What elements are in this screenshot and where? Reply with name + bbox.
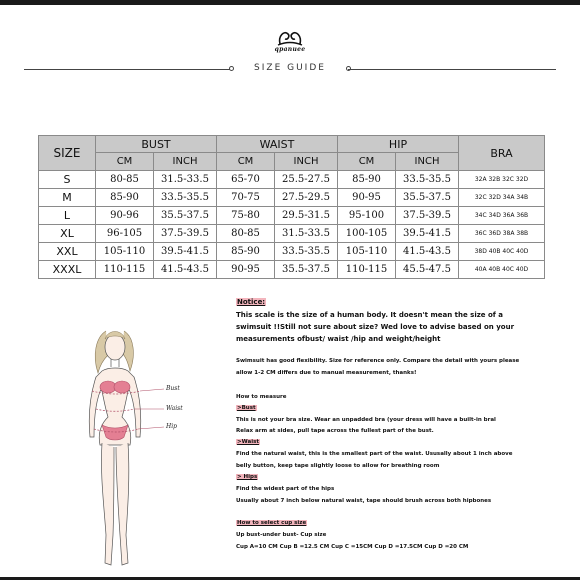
unit-header-bust-cm: CM <box>96 153 154 171</box>
unit-header-waist-inch: INCH <box>275 153 338 171</box>
header-rule-left <box>24 69 230 70</box>
waist-inch-cell: 27.5-29.5 <box>275 189 338 207</box>
table-row <box>39 261 545 279</box>
notice-heading: Notice: <box>237 298 266 306</box>
size-cell: XXXL <box>39 261 96 279</box>
bust-instruction: Relax arm at sides, pull tape across the fullest part of the bust. <box>236 428 434 434</box>
waist-inch-cell: 33.5-35.5 <box>275 243 338 261</box>
bust-cm-cell: 105-110 <box>96 243 154 261</box>
flexibility-note: allow 1-2 CM differs due to manual measurement, thanks! <box>236 370 417 376</box>
body-measurement-illustration <box>78 325 198 575</box>
bust-inch-cell: 35.5-37.5 <box>154 207 217 225</box>
size-cell: S <box>39 171 96 189</box>
bust-cm-cell: 110-115 <box>96 261 154 279</box>
size-cell: XL <box>39 225 96 243</box>
bust-label: Bust <box>166 385 180 392</box>
woman-figure-icon <box>78 325 198 575</box>
bust-cm-cell: 96-105 <box>96 225 154 243</box>
logo-text: qpanuee <box>274 46 306 53</box>
table-row <box>39 189 545 207</box>
swan-logo-icon <box>274 26 306 48</box>
size-cell: M <box>39 189 96 207</box>
hip-group-header: HIP <box>338 136 459 153</box>
bust-cm-cell: 90-96 <box>96 207 154 225</box>
hip-inch-cell: 41.5-43.5 <box>396 243 459 261</box>
size-table <box>38 135 545 279</box>
hip-inch-cell: 39.5-41.5 <box>396 225 459 243</box>
bust-inch-cell: 31.5-33.5 <box>154 171 217 189</box>
cup-size-values: Cup A=10 CM Cup B =12.5 CM Cup C =15CM Cup D =17.5CM Cup D =20 CM <box>236 544 469 550</box>
bust-cm-cell: 85-90 <box>96 189 154 207</box>
hip-cm-cell: 90-95 <box>338 189 396 207</box>
hip-cm-cell: 85-90 <box>338 171 396 189</box>
bust-cm-cell: 80-85 <box>96 171 154 189</box>
bra-cell: 32C 32D 34A 34B <box>459 189 545 207</box>
waist-inch-cell: 35.5-37.5 <box>275 261 338 279</box>
bust-group-header: BUST <box>96 136 217 153</box>
cup-size-heading: How to select cup size <box>237 520 307 526</box>
flexibility-note: Swimsuit has good flexibility. Size for reference only. Compare the detail with yours please <box>236 358 520 364</box>
waist-inch-cell: 25.5-27.5 <box>275 171 338 189</box>
bust-inch-cell: 39.5-41.5 <box>154 243 217 261</box>
hips-instruction: Find the widest part of the hips <box>236 486 335 492</box>
table-row <box>39 207 545 225</box>
cup-size-formula: Up bust-under bust- Cup size <box>236 532 327 538</box>
notice-line: This scale is the size of a human body. It doesn't mean the size of a <box>236 311 504 319</box>
bra-cell: 32A 32B 32C 32D <box>459 171 545 189</box>
hips-instruction: Usually about 7 inch below natural waist, tape should brush across both hipbones <box>236 498 492 504</box>
hips-heading: > Hips <box>237 474 258 480</box>
bra-cell: 38D 40B 40C 40D <box>459 243 545 261</box>
header-rule-dot-left <box>229 66 234 71</box>
waist-cm-cell: 85-90 <box>217 243 275 261</box>
bra-cell: 34C 34D 36A 36B <box>459 207 545 225</box>
page-title: SIZE GUIDE <box>254 63 326 73</box>
header-rule-right <box>348 69 556 70</box>
bust-inch-cell: 33.5-35.5 <box>154 189 217 207</box>
notice-line: measurements ofbust/ waist /hip and weight/height <box>236 335 441 343</box>
unit-header-waist-cm: CM <box>217 153 275 171</box>
hip-inch-cell: 35.5-37.5 <box>396 189 459 207</box>
size-cell: L <box>39 207 96 225</box>
size-cell: XXL <box>39 243 96 261</box>
top-border <box>0 0 580 5</box>
bra-cell: 36C 36D 38A 38B <box>459 225 545 243</box>
table-row <box>39 171 545 189</box>
bust-instruction: This is not your bra size. Wear an unpadded bra (your dress will have a built-in bral <box>236 417 496 423</box>
hip-cm-cell: 110-115 <box>338 261 396 279</box>
waist-group-header: WAIST <box>217 136 338 153</box>
waist-heading: >Waist <box>237 439 259 445</box>
bra-cell: 40A 40B 40C 40D <box>459 261 545 279</box>
unit-header-hip-inch: INCH <box>396 153 459 171</box>
size-column-header: SIZE <box>39 136 96 171</box>
waist-inch-cell: 31.5-33.5 <box>275 225 338 243</box>
waist-cm-cell: 70-75 <box>217 189 275 207</box>
bra-column-header: BRA <box>459 136 545 171</box>
hip-label: Hip <box>166 423 177 430</box>
hip-cm-cell: 95-100 <box>338 207 396 225</box>
unit-header-hip-cm: CM <box>338 153 396 171</box>
waist-instruction: Find the natural waist, this is the smallest part of the waist. Ususally about 1 inch above <box>236 451 513 457</box>
waist-label: Waist <box>166 405 183 412</box>
unit-header-bust-inch: INCH <box>154 153 217 171</box>
bust-heading: >Bust <box>237 405 256 411</box>
bust-inch-cell: 37.5-39.5 <box>154 225 217 243</box>
brand-logo <box>268 26 312 58</box>
waist-cm-cell: 90-95 <box>217 261 275 279</box>
hip-inch-cell: 37.5-39.5 <box>396 207 459 225</box>
waist-instruction: belly button, keep tape slightly loose to allow for breathing room <box>236 463 440 469</box>
how-to-measure-heading: How to measure <box>236 394 287 400</box>
notice-line: swimsuit !!Still not sure about size? Wed love to advise based on your <box>236 323 515 331</box>
table-row <box>39 225 545 243</box>
waist-cm-cell: 80-85 <box>217 225 275 243</box>
hip-cm-cell: 105-110 <box>338 243 396 261</box>
waist-cm-cell: 65-70 <box>217 171 275 189</box>
hip-cm-cell: 100-105 <box>338 225 396 243</box>
bust-inch-cell: 41.5-43.5 <box>154 261 217 279</box>
waist-cm-cell: 75-80 <box>217 207 275 225</box>
hip-inch-cell: 33.5-35.5 <box>396 171 459 189</box>
hip-inch-cell: 45.5-47.5 <box>396 261 459 279</box>
table-row <box>39 243 545 261</box>
waist-inch-cell: 29.5-31.5 <box>275 207 338 225</box>
table-group-header-row <box>39 136 545 153</box>
